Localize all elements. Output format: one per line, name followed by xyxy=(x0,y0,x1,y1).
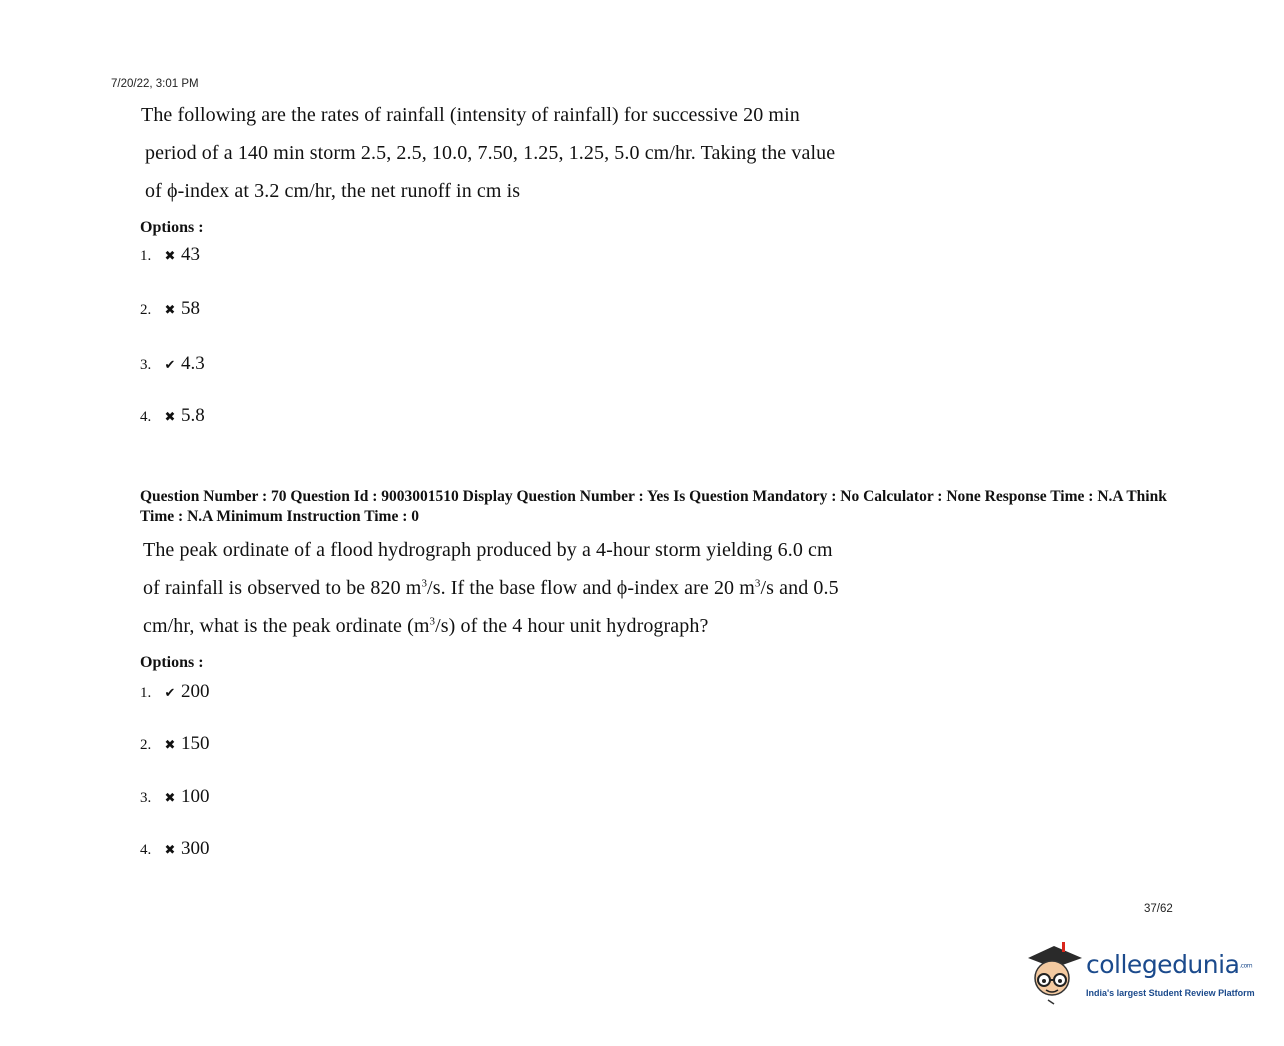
option-number: 3. xyxy=(140,357,152,373)
option-number: 1. xyxy=(140,685,152,701)
cross-icon: ✖ xyxy=(164,302,176,317)
superscript: 3 xyxy=(429,615,436,628)
cross-icon: ✖ xyxy=(164,842,176,857)
collegedunia-logo xyxy=(1086,950,1252,979)
q1-option-2 xyxy=(140,298,200,320)
q2-options-label: Options : xyxy=(140,654,204,671)
superscript: 3 xyxy=(754,577,761,590)
q2-option-2 xyxy=(140,733,210,755)
option-number: 3. xyxy=(140,790,152,806)
q1-text-line-1: The following are the rates of rainfall (intensity of rainfall) for successive 20 min xyxy=(141,104,800,126)
q2-text-part: of rainfall is observed to be 820 m xyxy=(143,577,422,599)
option-value: 200 xyxy=(181,681,210,702)
option-value: 4.3 xyxy=(181,353,205,374)
page-number: 37/62 xyxy=(1144,903,1173,915)
q1-option-3 xyxy=(140,353,205,375)
option-number: 1. xyxy=(140,248,152,264)
q1-option-4 xyxy=(140,405,205,427)
q2-metadata: Question Number : 70 Question Id : 9003001510 Display Question Number : Yes Is Question Mandatory : No Calculator : None Response Time : N.A Think Time : N.A Minimum Instruction Time : 0 xyxy=(140,488,1167,525)
q2-option-1 xyxy=(140,681,210,703)
option-value: 300 xyxy=(181,838,210,859)
q2-option-4 xyxy=(140,838,210,860)
option-value: 5.8 xyxy=(181,405,205,426)
q1-text-line-2: period of a 140 min storm 2.5, 2.5, 10.0, 7.50, 1.25, 1.25, 5.0 cm/hr. Taking the value xyxy=(145,142,836,164)
option-number: 2. xyxy=(140,737,152,753)
cross-icon: ✖ xyxy=(164,409,176,424)
option-number: 4. xyxy=(140,842,152,858)
option-number: 4. xyxy=(140,409,152,425)
superscript: 3 xyxy=(421,577,428,590)
q2-text-part: cm/hr, what is the peak ordinate (m xyxy=(143,615,430,637)
brand-suffix: .com xyxy=(1239,962,1253,970)
q2-text-line-1: The peak ordinate of a flood hydrograph produced by a 4-hour storm yielding 6.0 cm xyxy=(143,539,833,561)
cross-icon: ✖ xyxy=(164,248,176,263)
option-value: 43 xyxy=(181,244,200,265)
q2-text-part: /s. If the base flow and ϕ-index are 20 m xyxy=(427,577,755,599)
check-icon: ✔ xyxy=(164,685,176,700)
print-timestamp: 7/20/22, 3:01 PM xyxy=(111,78,199,90)
q2-text-part: /s) of the 4 hour unit hydrograph? xyxy=(435,615,709,637)
option-value: 150 xyxy=(181,733,210,754)
q1-text-line-3: of ϕ-index at 3.2 cm/hr, the net runoff in cm is xyxy=(145,180,521,202)
option-value: 100 xyxy=(181,786,210,807)
collegedunia-mascot-icon xyxy=(1024,940,1086,1006)
q1-options-label: Options : xyxy=(140,219,204,236)
q2-text-line-2 xyxy=(143,577,839,600)
check-icon: ✔ xyxy=(164,357,176,372)
q2-text-part: /s and 0.5 xyxy=(760,577,839,599)
option-number: 2. xyxy=(140,302,152,318)
brand-name: collegedunia xyxy=(1086,950,1240,979)
q2-option-3 xyxy=(140,786,210,808)
q1-option-1 xyxy=(140,244,200,266)
cross-icon: ✖ xyxy=(164,737,176,752)
option-value: 58 xyxy=(181,298,200,319)
q2-text-line-3 xyxy=(143,615,708,638)
cross-icon: ✖ xyxy=(164,790,176,805)
brand-tagline: India's largest Student Review Platform xyxy=(1086,988,1255,998)
